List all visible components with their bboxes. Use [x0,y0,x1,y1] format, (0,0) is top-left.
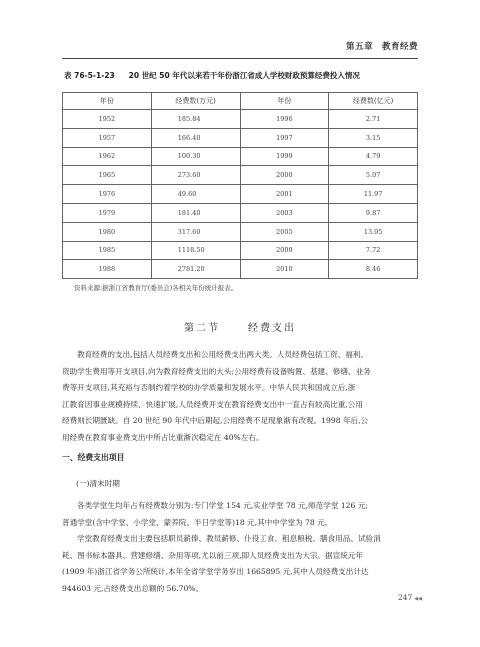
intro-paragraph [62,347,420,447]
budget-table [62,92,418,279]
paragraph-line: (1909 年)浙江省学务公所统计,本年全省学堂学务岁出 1665895 元,其中人员经费支出计达 [62,567,369,577]
amount-cell: 273.60 [151,166,240,185]
year-cell: 2000 [240,166,329,185]
amount-cell: 2.71 [329,110,418,129]
section-heading [0,319,480,334]
page-marker-icon: ◀◀ [414,596,422,602]
section-number: 第二节 [184,323,220,334]
expenditure-items-paragraph [62,531,420,597]
table-header-row [63,93,418,110]
table-body [63,110,418,279]
amount-cell: 3.15 [329,128,418,147]
year-cell: 1980 [63,222,152,241]
table-row [63,147,418,166]
column-header-year: 年份 [240,93,329,110]
amount-cell: 11.97 [329,185,418,204]
expenditure-per-student-paragraph [62,498,420,531]
table-source-note: 资料来源:据浙江省教育厅(委员会)各相关年份统计报表。 [74,284,238,292]
table-row [63,166,418,185]
amount-cell: 100.30 [151,147,240,166]
amount-cell: 1118.50 [151,241,240,260]
paragraph-line: 普通学堂(含中学堂、小学堂、蒙养院、半日学堂等)18 元,其中中学堂为 78 元。 [62,517,333,527]
paragraph-line: 用经费在教育事业费支出中所占比重渐次稳定在 40%左右。 [62,432,264,442]
year-cell: 1957 [63,128,152,147]
amount-cell: 9.87 [329,203,418,222]
table-row [63,128,418,147]
year-cell: 1997 [240,128,329,147]
amount-cell: 166.40 [151,128,240,147]
year-cell: 2001 [240,185,329,204]
page-footer [398,593,422,602]
amount-cell: 317.60 [151,222,240,241]
header-rule [62,58,418,59]
year-cell: 1988 [63,260,152,279]
table-row [63,203,418,222]
year-cell: 1985 [63,241,152,260]
paragraph-line: 学堂教育经费支出主要包括职员薪俸、教员薪修、仆役工食、租息粮税、膳食用品、试验消 [77,534,381,543]
year-cell: 2005 [240,222,329,241]
table-caption [64,70,420,81]
paragraph-line: 经费则长期匮缺。自 20 世纪 90 年代中后期起,公用经费不足现象渐有改观。1998 年后,公 [62,416,369,426]
amount-cell: 5.07 [329,166,418,185]
amount-cell: 185.84 [151,110,240,129]
amount-cell: 2781.20 [151,260,240,279]
column-header-year: 年份 [63,93,152,110]
year-cell: 1999 [240,147,329,166]
subsubsection-heading: (一)清末时期 [76,479,120,488]
paragraph-line: 944603 元,占经费支出总额的 56.70%。 [62,583,204,593]
table-number: 表 76-5-1-23 [64,71,115,80]
column-header-amount-yi: 经费数(亿元) [329,93,418,110]
paragraph-line: 耗、图书标本器具、营建修缮、杂用等项,尤以前三项,即人员经费支出为大宗。据宣统元年 [62,550,363,560]
year-cell: 1996 [240,110,329,129]
year-cell: 1979 [63,203,152,222]
amount-cell: 13.95 [329,222,418,241]
amount-cell: 49.60 [151,185,240,204]
year-cell: 1962 [63,147,152,166]
running-header: 第五章 教育经费 [345,42,418,52]
year-cell: 1952 [63,110,152,129]
year-cell: 2003 [240,203,329,222]
column-header-amount-wan: 经费数(万元) [151,93,240,110]
paragraph-line: 江教育因事业规模持续、快速扩展,人员经费开支在教育经费支出中一直占有较高比重,公用 [62,399,363,409]
year-cell: 2010 [240,260,329,279]
table-row [63,222,418,241]
table-row [63,185,418,204]
amount-cell: 8.46 [329,260,418,279]
year-cell: 2009 [240,241,329,260]
amount-cell: 181.40 [151,203,240,222]
table-row [63,241,418,260]
amount-cell: 7.72 [329,241,418,260]
table-row [63,110,418,129]
page-number: 247 [397,593,413,602]
paragraph-line: 资助学生费用等开支项目,向为教育经费支出的大头;公用经费有设备购置、基建、修缮、业务 [62,366,371,376]
year-cell: 1976 [63,185,152,204]
year-cell: 1965 [63,166,152,185]
table-title: 20 世纪 50 年代以来若干年份浙江省成人学校财政预算经费投入情况 [128,71,360,80]
section-title: 经费支出 [248,323,296,334]
table-row [63,260,418,279]
paragraph-line: 教育经费的支出,包括人员经费支出和公用经费支出两大类。人员经费包括工资、福利、 [77,350,368,359]
subsection-heading: 一、经费支出项目 [62,453,125,462]
amount-cell: 4.79 [329,147,418,166]
paragraph-line: 各类学堂生均年占有经费数分别为:专门学堂 154 元,实业学堂 78 元,师范学堂 126 元; [77,501,368,510]
paragraph-line: 费等开支项目,其充裕与否制约着学校的办学质量和发展水平。中华人民共和国成立后,浙 [62,383,356,393]
